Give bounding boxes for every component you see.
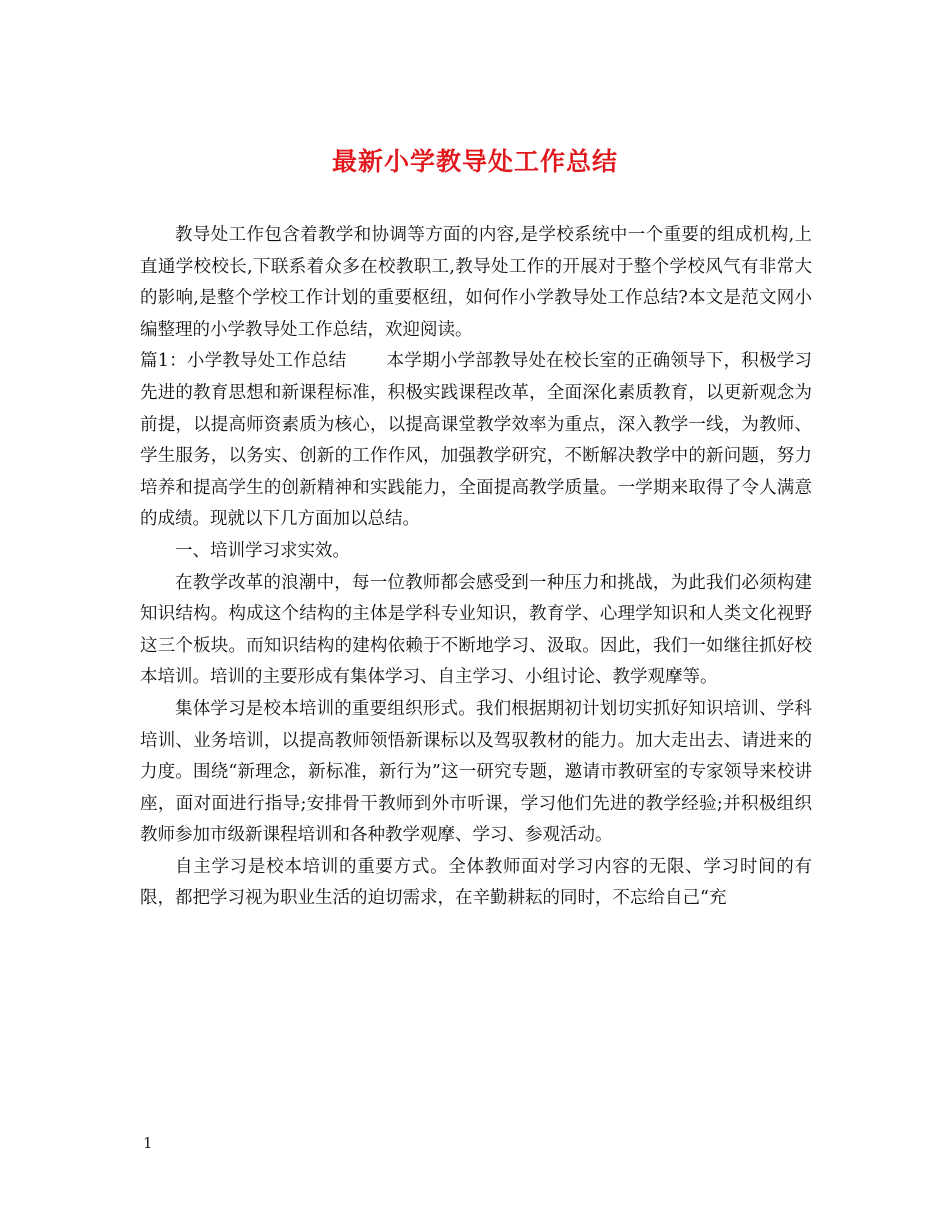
paragraph-knowledge-structure: 在教学改革的浪潮中，每一位教师都会感受到一种压力和挑战，为此我们必须构建知识结构。构成这个结构的主体是学科专业知识，教育学、心理学知识和人类文化视野这三个板块。而知识结构的建构依赖于不断地学习、汲取。因此，我们一如继往抓好校本培训。培训的主要形成有集体学习、自主学习、小组讨论、教学观摩等。 [140,572,812,688]
section-label: 篇1：小学教导处工作总结 [140,351,347,372]
document-title: 最新小学教导处工作总结 [331,147,618,176]
paragraph-collective-learning: 集体学习是校本培训的重要组织形式。我们根据期初计划切实抓好知识培训、学科培训、业务培训，以提高教师领悟新课标以及驾驭教材的能力。加大走出去、请进来的力度。围绕“新理念，新标准，新行为”这一研究专题，邀请市教研室的专家领导来校讲座，面对面进行指导;安排骨干教师到外市听课，学习他们先进的教学经验;并积极组织教师参加市级新课程培训和各种教学观摩、学习、参观活动。 [140,698,812,846]
document-body [140,220,812,915]
paragraph-section-1 [140,346,812,536]
paragraph-self-learning: 自主学习是校本培训的重要方式。全体教师面对学习内容的无限、学习时间的有限，都把学习视为职业生活的迫切需求，在辛勤耕耘的同时，不忘给自己“充 [140,856,812,909]
section-text: 本学期小学部教导处在校长室的正确领导下，积极学习先进的教育思想和新课程标准，积极实践课程改革，全面深化素质教育，以更新观念为前提，以提高师资素质为核心，以提高课堂教学效率为重点，深入教学一线，为教师、学生服务，以务实、创新的工作作风，加强教学研究，不断解决教学中的新问题，努力培养和提高学生的创新精神和实践能力，全面提高教学质量。一学期来取得了令人满意的成绩。现就以下几方面加以总结。 [140,351,812,530]
page-number: 1 [143,1134,153,1152]
paragraph-intro: 教导处工作包含着教学和协调等方面的内容,是学校系统中一个重要的组成机构,上直通学校校长,下联系着众多在校教职工,教导处工作的开展对于整个学校风气有非常大的影响,是整个学校工作计划的重要枢纽，如何作小学教导处工作总结?本文是范文网小编整理的小学教导处工作总结，欢迎阅读。 [140,225,812,340]
heading-training: 一、培训学习求实效。 [175,540,350,561]
